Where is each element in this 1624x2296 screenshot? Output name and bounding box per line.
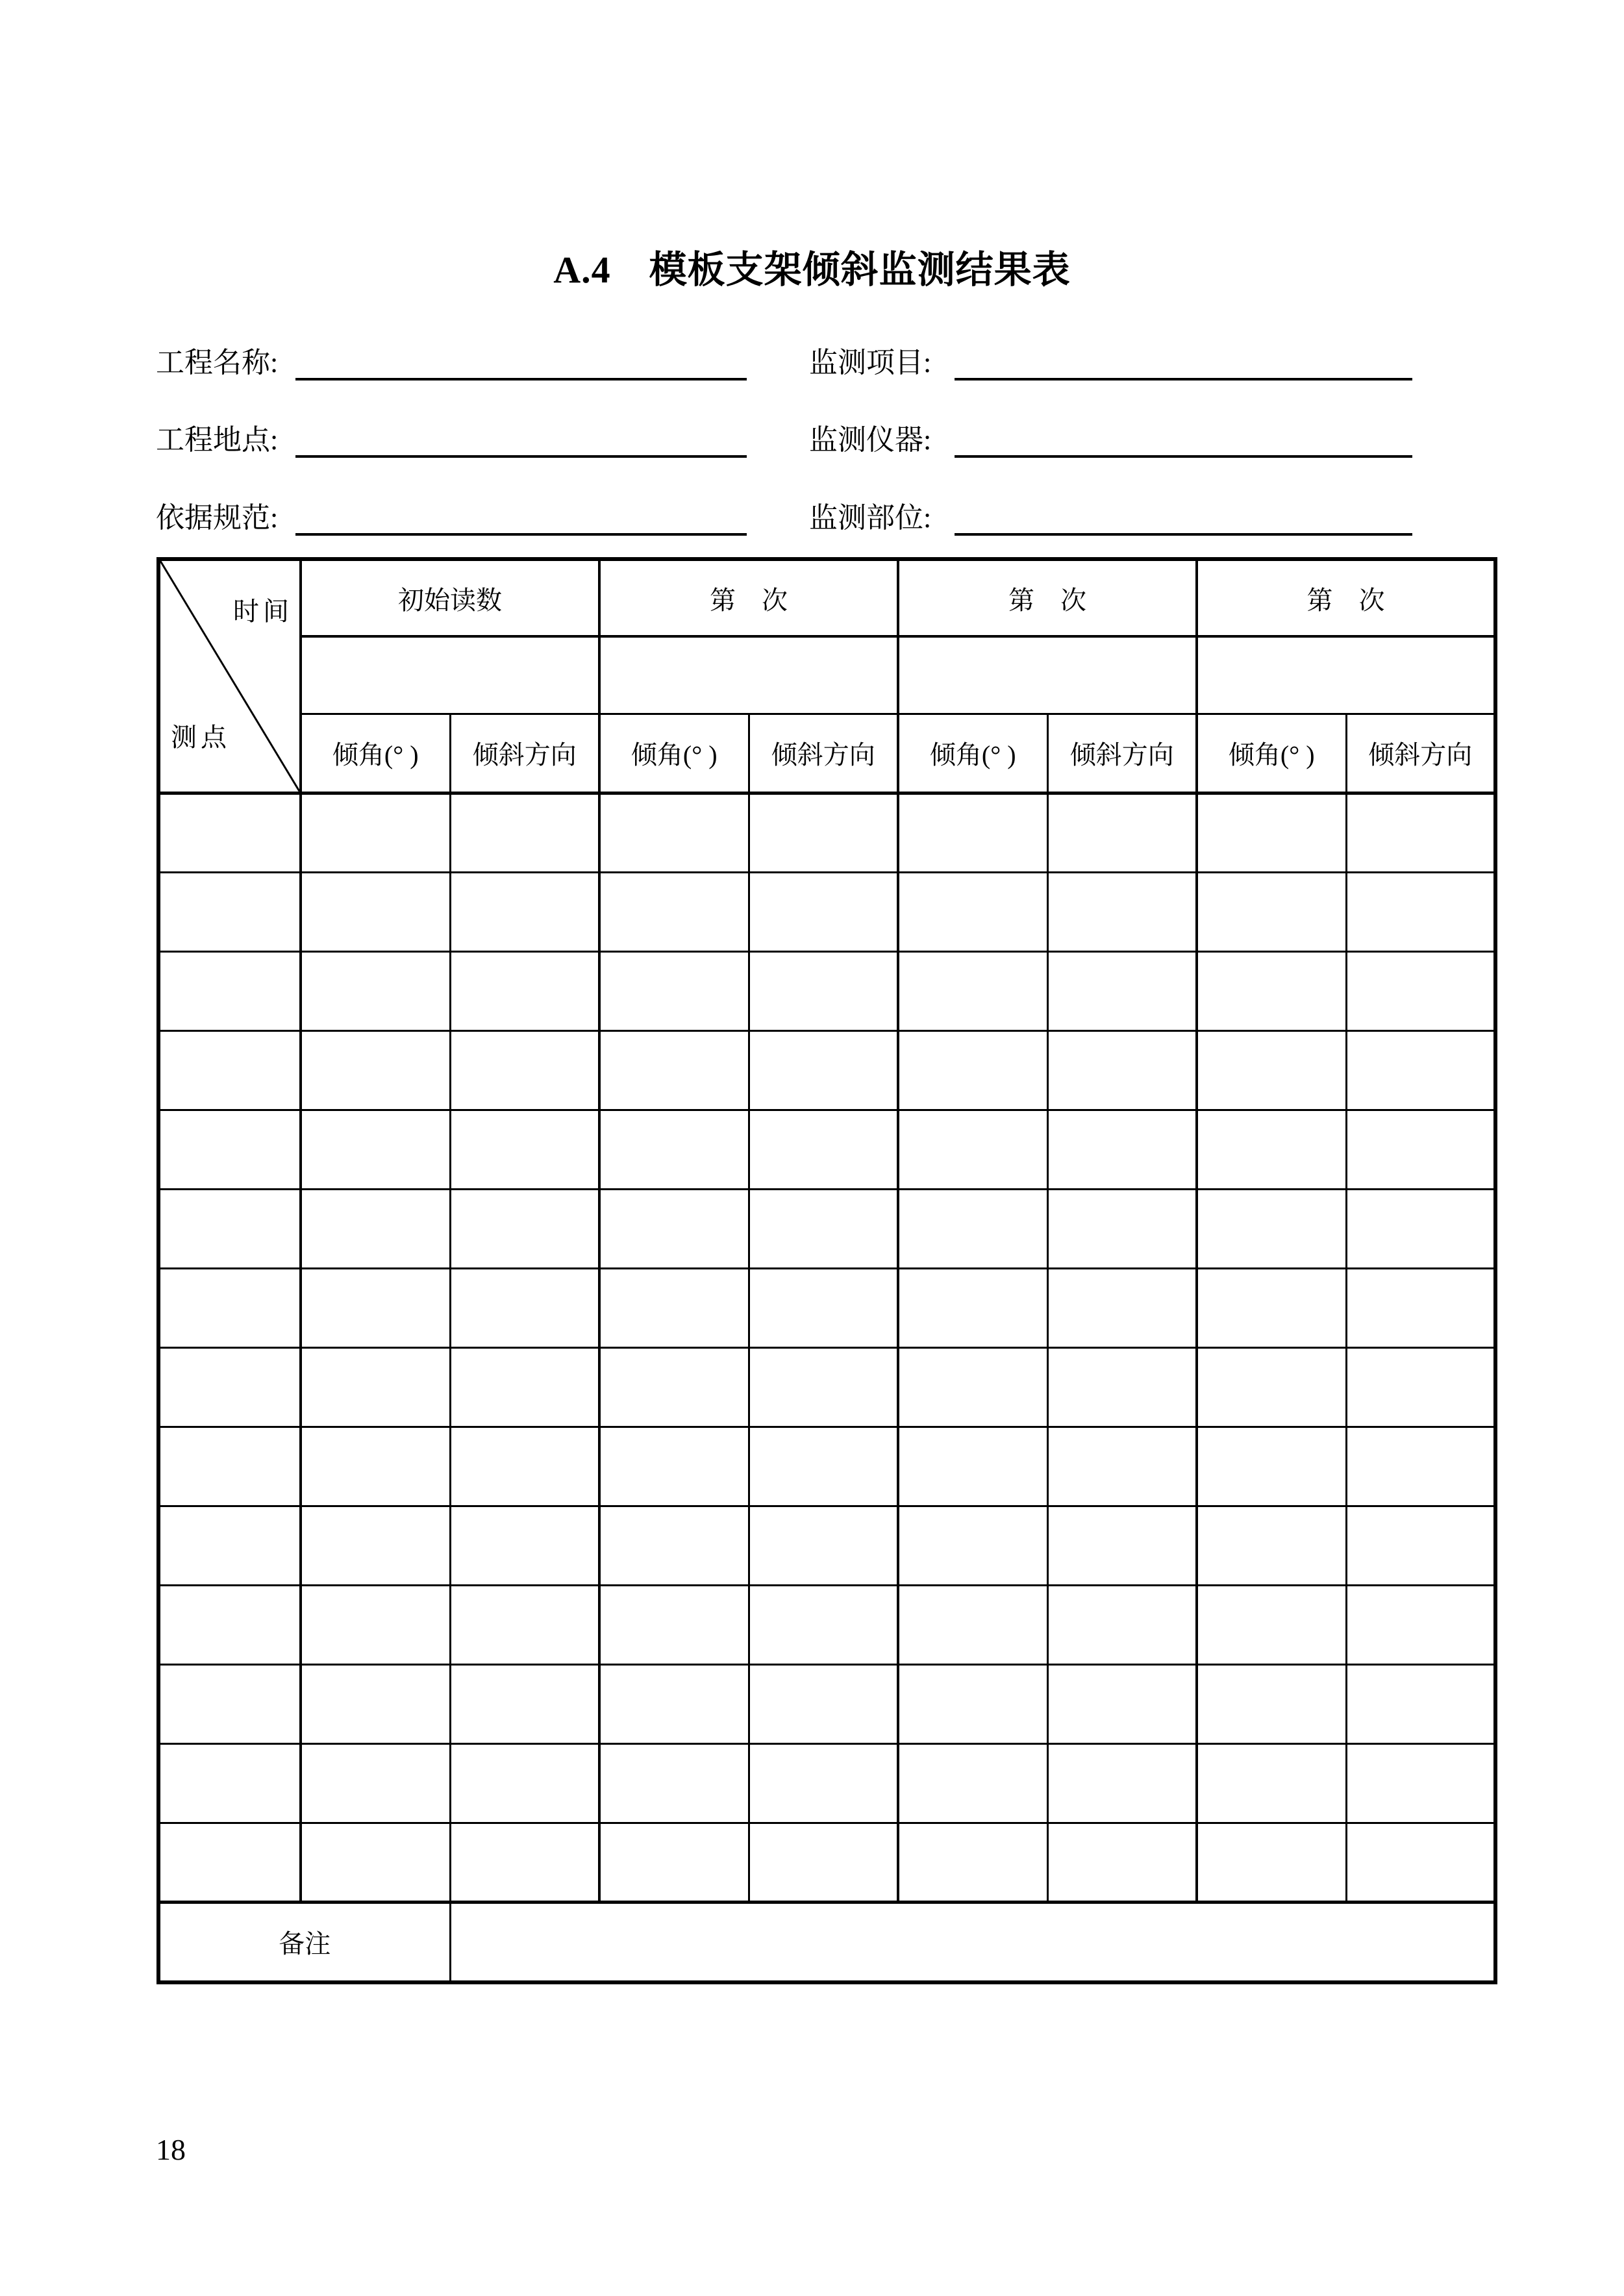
data-cell [898, 1664, 1047, 1743]
data-cell [450, 1110, 599, 1189]
data-cell [599, 1506, 749, 1585]
table-row [158, 1189, 1495, 1268]
reference-standard-label: 依据规范: [156, 502, 279, 534]
data-cell [898, 951, 1047, 1030]
group-header-series-2: 第 次 [898, 559, 1197, 636]
point-cell [158, 793, 301, 872]
data-cell [898, 1110, 1047, 1189]
data-cell [749, 1585, 898, 1664]
data-cell [749, 1110, 898, 1189]
data-cell [301, 1268, 450, 1347]
monitoring-result-table [156, 557, 1497, 1984]
data-cell [301, 1030, 450, 1110]
table-row [158, 1506, 1495, 1585]
data-cell [301, 1427, 450, 1506]
table-row [158, 1110, 1495, 1189]
table-row [158, 1268, 1495, 1347]
remark-value-cell [450, 1902, 1495, 1982]
point-cell [158, 1189, 301, 1268]
data-cell [898, 1427, 1047, 1506]
group-header-series-3: 第 次 [1197, 559, 1495, 636]
monitoring-item-underline [955, 378, 1412, 381]
header-row-groups [158, 559, 1495, 636]
project-name-underline [295, 378, 747, 381]
data-cell [749, 1030, 898, 1110]
data-cell [1346, 1189, 1495, 1268]
page-title: A.4 模板支架倾斜监测结果表 [553, 249, 1071, 291]
point-cell [158, 1110, 301, 1189]
reference-standard-underline [295, 533, 747, 536]
table-row [158, 951, 1495, 1030]
data-cell [301, 1506, 450, 1585]
data-cell [301, 1664, 450, 1743]
table-row [158, 1347, 1495, 1427]
datetime-cell-series-3 [1197, 636, 1495, 714]
header-row-datetime-blank [158, 636, 1495, 714]
data-cell [749, 1347, 898, 1427]
point-cell [158, 1743, 301, 1823]
point-cell [158, 1585, 301, 1664]
datetime-cell-series-1 [599, 636, 898, 714]
data-cell [1197, 1268, 1346, 1347]
data-cell [301, 1743, 450, 1823]
table-row [158, 1427, 1495, 1506]
project-location-label: 工程地点: [156, 424, 279, 456]
data-cell [1047, 1823, 1197, 1902]
data-cell [599, 1189, 749, 1268]
diagonal-header-cell [158, 559, 301, 793]
corner-time-label: 时间 [233, 597, 293, 626]
data-cell [1346, 793, 1495, 872]
data-cell [301, 1347, 450, 1427]
data-cell [749, 1427, 898, 1506]
remark-label-cell: 备注 [158, 1902, 450, 1982]
datetime-cell-initial [301, 636, 599, 714]
point-cell [158, 872, 301, 951]
point-cell [158, 1664, 301, 1743]
data-cell [450, 1823, 599, 1902]
data-cell [1047, 1743, 1197, 1823]
data-cell [301, 951, 450, 1030]
data-cell [898, 1743, 1047, 1823]
subheader-angle: 倾角(° ) [898, 714, 1047, 793]
data-cell [1197, 1506, 1346, 1585]
datetime-cell-series-2 [898, 636, 1197, 714]
data-cell [749, 1189, 898, 1268]
subheader-direction: 倾斜方向 [1346, 714, 1495, 793]
data-cell [599, 1268, 749, 1347]
data-cell [301, 793, 450, 872]
data-cell [1197, 1743, 1346, 1823]
data-cell [898, 1189, 1047, 1268]
data-cell [1197, 1347, 1346, 1427]
table-row [158, 1823, 1495, 1902]
point-cell [158, 1427, 301, 1506]
data-cell [749, 1268, 898, 1347]
remark-row [158, 1902, 1495, 1982]
data-cell [1346, 872, 1495, 951]
point-cell [158, 951, 301, 1030]
table-row [158, 1585, 1495, 1664]
point-cell [158, 1823, 301, 1902]
data-cell [1197, 1585, 1346, 1664]
data-cell [1047, 951, 1197, 1030]
data-cell [599, 951, 749, 1030]
data-cell [1346, 1823, 1495, 1902]
data-cell [599, 872, 749, 951]
data-cell [450, 1427, 599, 1506]
project-name-label: 工程名称: [156, 347, 279, 379]
data-cell [749, 1664, 898, 1743]
group-header-initial-reading: 初始读数 [301, 559, 599, 636]
data-cell [749, 1743, 898, 1823]
data-cell [749, 951, 898, 1030]
data-cell [1346, 1743, 1495, 1823]
data-cell [1346, 1030, 1495, 1110]
monitoring-instrument-underline [955, 455, 1412, 458]
page-number: 18 [156, 2133, 186, 2166]
data-cell [1346, 1347, 1495, 1427]
data-cell [450, 951, 599, 1030]
point-cell [158, 1347, 301, 1427]
subheader-direction: 倾斜方向 [450, 714, 599, 793]
data-cell [599, 1030, 749, 1110]
data-cell [1047, 1585, 1197, 1664]
data-cell [898, 1506, 1047, 1585]
project-location-underline [295, 455, 747, 458]
data-cell [1197, 1110, 1346, 1189]
table-row [158, 872, 1495, 951]
monitoring-part-label: 监测部位: [809, 502, 932, 534]
data-cell [1346, 1585, 1495, 1664]
data-cell [450, 1664, 599, 1743]
data-cell [1197, 793, 1346, 872]
table-row [158, 1030, 1495, 1110]
table-row [158, 1743, 1495, 1823]
corner-point-label: 测点 [171, 722, 231, 752]
subheader-angle: 倾角(° ) [1197, 714, 1346, 793]
data-cell [898, 1347, 1047, 1427]
table-row [158, 793, 1495, 872]
data-cell [749, 872, 898, 951]
data-cell [898, 1268, 1047, 1347]
data-cell [749, 1506, 898, 1585]
data-cell [749, 793, 898, 872]
point-cell [158, 1506, 301, 1585]
data-cell [450, 872, 599, 951]
monitoring-part-underline [955, 533, 1412, 536]
data-cell [301, 872, 450, 951]
data-cell [1197, 951, 1346, 1030]
data-cell [1047, 1506, 1197, 1585]
data-cell [1197, 1189, 1346, 1268]
data-cell [301, 1585, 450, 1664]
data-cell [898, 1585, 1047, 1664]
data-cell [599, 1427, 749, 1506]
data-cell [1346, 1268, 1495, 1347]
data-cell [599, 1585, 749, 1664]
data-cell [1047, 1268, 1197, 1347]
data-cell [450, 1030, 599, 1110]
data-cell [599, 1823, 749, 1902]
data-cell [898, 793, 1047, 872]
data-cell [1047, 872, 1197, 951]
data-cell [450, 1585, 599, 1664]
data-cell [301, 1189, 450, 1268]
data-cell [450, 1743, 599, 1823]
subheader-direction: 倾斜方向 [1047, 714, 1197, 793]
table-row [158, 1664, 1495, 1743]
data-cell [450, 1268, 599, 1347]
data-cell [1047, 1427, 1197, 1506]
data-cell [1197, 1030, 1346, 1110]
data-cell [1047, 793, 1197, 872]
data-cell [898, 872, 1047, 951]
data-cell [1197, 872, 1346, 951]
data-cell [450, 1347, 599, 1427]
data-cell [1047, 1110, 1197, 1189]
data-cell [1346, 1427, 1495, 1506]
data-cell [1346, 1664, 1495, 1743]
data-cell [599, 1743, 749, 1823]
subheader-angle: 倾角(° ) [599, 714, 749, 793]
data-cell [450, 1506, 599, 1585]
data-cell [1346, 951, 1495, 1030]
monitoring-instrument-label: 监测仪器: [809, 424, 932, 456]
data-cell [450, 793, 599, 872]
subheader-angle: 倾角(° ) [301, 714, 450, 793]
data-cell [599, 1347, 749, 1427]
data-cell [749, 1823, 898, 1902]
data-cell [599, 1110, 749, 1189]
point-cell [158, 1268, 301, 1347]
data-cell [1346, 1110, 1495, 1189]
data-cell [1346, 1506, 1495, 1585]
data-cell [1047, 1664, 1197, 1743]
data-cell [599, 1664, 749, 1743]
data-cell [1047, 1347, 1197, 1427]
header-row-subheaders [158, 714, 1495, 793]
data-cell [301, 1110, 450, 1189]
data-cell [1197, 1427, 1346, 1506]
data-cell [1047, 1030, 1197, 1110]
monitoring-item-label: 监测项目: [809, 347, 932, 379]
data-cell [1197, 1664, 1346, 1743]
group-header-series-1: 第 次 [599, 559, 898, 636]
data-cell [450, 1189, 599, 1268]
subheader-direction: 倾斜方向 [749, 714, 898, 793]
data-cell [1197, 1823, 1346, 1902]
data-cell [898, 1030, 1047, 1110]
data-cell [898, 1823, 1047, 1902]
data-cell [599, 793, 749, 872]
data-cell [301, 1823, 450, 1902]
point-cell [158, 1030, 301, 1110]
data-cell [1047, 1189, 1197, 1268]
